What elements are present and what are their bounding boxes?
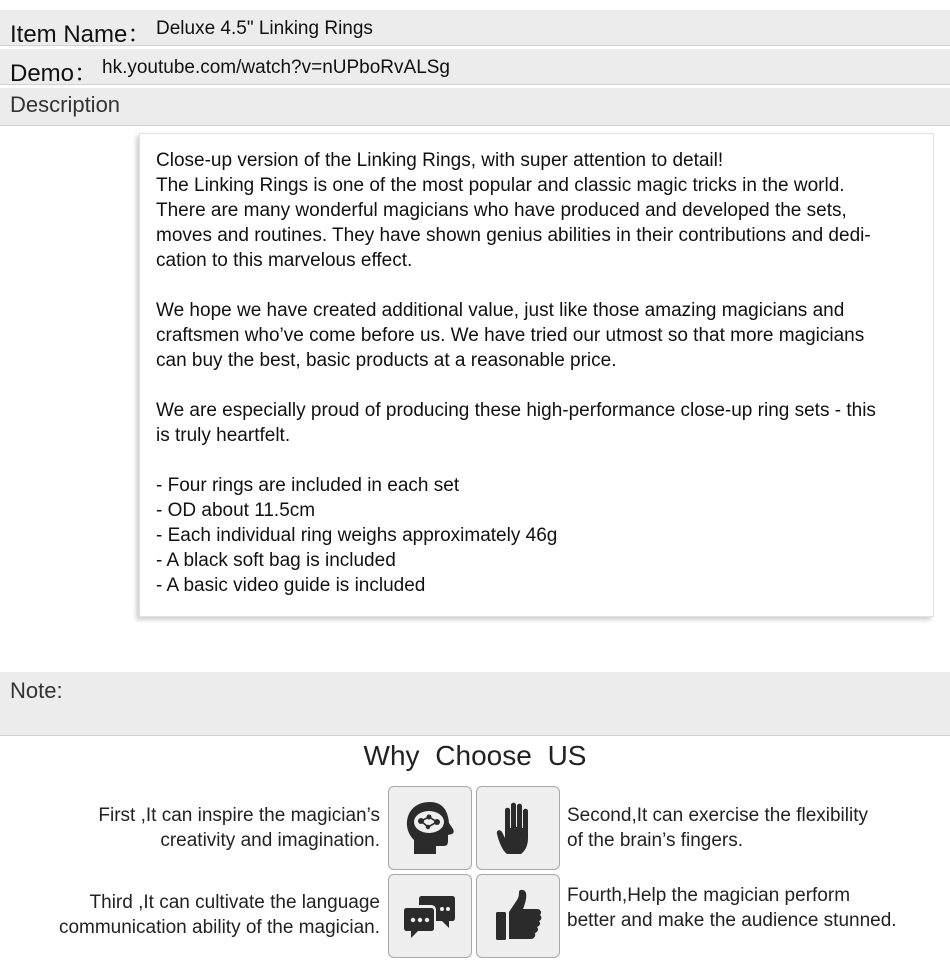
- feature-third-text: [59, 890, 380, 940]
- item-name-bar: [0, 10, 950, 46]
- feature-line: Fourth,Help the magician perform: [567, 885, 851, 906]
- feature-list: [156, 473, 921, 598]
- list-item: - A black soft bag is included: [156, 550, 396, 571]
- description-paragraph: We are especially proud of producing these high-performance close-up ring sets - this is truly heartfelt.: [156, 400, 876, 446]
- hand-tile: [476, 786, 560, 870]
- feature-second-text: [567, 803, 868, 853]
- description-box: [139, 133, 934, 617]
- feature-line: communication ability of the magician.: [58, 917, 380, 938]
- item-name-value: Deluxe 4.5" Linking Rings: [156, 18, 373, 39]
- feature-line: better and make the audience stunned.: [567, 910, 897, 931]
- list-item: - Four rings are included in each set: [156, 475, 460, 496]
- list-item: - OD about 11.5cm: [156, 500, 316, 521]
- item-name-label: Item Name：: [10, 21, 152, 48]
- description-bar: [0, 88, 950, 126]
- feature-line: of the brain’s fingers.: [567, 830, 744, 851]
- brain-head-tile: [388, 786, 472, 870]
- chat-bubbles-icon: [402, 888, 458, 944]
- demo-link[interactable]: hk.youtube.com/watch?v=nUPboRvALSg: [102, 57, 451, 78]
- note-bar: [0, 672, 950, 736]
- note-label: Note:: [10, 678, 63, 703]
- description-label: Description: [10, 92, 121, 117]
- list-item: - A basic video guide is included: [156, 575, 426, 596]
- why-choose-us-title: Why Choose US: [363, 740, 587, 771]
- brain-head-icon: [402, 798, 458, 858]
- feature-fourth-text: [567, 883, 897, 933]
- thumbs-up-icon: [492, 888, 544, 944]
- feature-first-text: [98, 803, 380, 853]
- list-item: - Each individual ring weighs approximately 46g: [156, 525, 558, 546]
- hand-icon: [493, 798, 543, 858]
- description-paragraph: We hope we have created additional value, just like those amazing magicians and craftsmen who’ve come before us. We have tried our utmost so that more magicians can buy the best, basic products at a reasonable price.: [156, 300, 865, 371]
- demo-bar: [0, 49, 950, 85]
- chat-bubbles-tile: [388, 874, 472, 958]
- feature-line: Second,It can exercise the flexibility: [567, 805, 868, 826]
- description-paragraph: Close-up version of the Linking Rings, with super attention to detail! The Linking Rings is one of the most popular and classic magic tricks in the world. There are many wonderful magicians who have produced and developed the sets, moves and routines. They have shown genius abilities in their contributions and dedi- cation to this marvelous effect.: [156, 150, 871, 271]
- demo-label: Demo：: [10, 60, 99, 87]
- feature-line: creativity and imagination.: [160, 830, 380, 851]
- feature-line: Third ,It can cultivate the language: [89, 892, 380, 913]
- feature-line: First ,It can inspire the magician’s: [98, 805, 380, 826]
- thumbs-up-tile: [476, 874, 560, 958]
